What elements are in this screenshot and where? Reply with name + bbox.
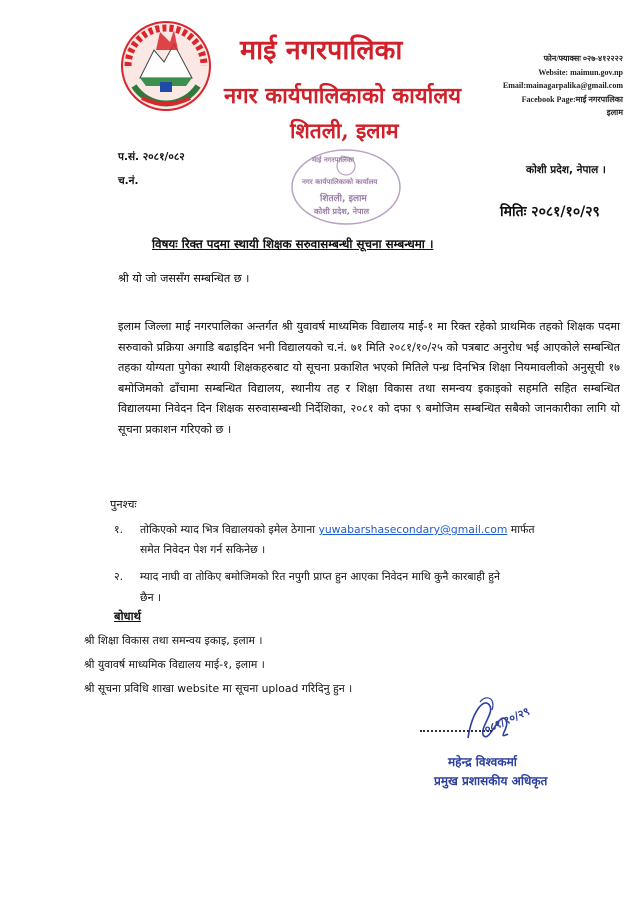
postscript-label: पुनश्चः [110, 498, 137, 511]
email-text: Email:mainagarpalika@gmail.com [502, 81, 623, 91]
stamp-line-3: शितली, इलाम [320, 194, 367, 204]
stamp-line-4: कोशी प्रदेश, नेपाल [314, 207, 370, 216]
municipality-title: माई नगरपालिका [240, 35, 403, 66]
dispatch-number: च.नं. [118, 175, 139, 187]
office-title: नगर कार्यपालिकाको कार्यालय [224, 83, 461, 109]
reference-number: प.सं. २०८१/०८२ [118, 151, 185, 163]
nepal-emblem-logo [120, 20, 212, 112]
cc-label: बोधार्थ [114, 609, 141, 623]
signatory-title: प्रमुख प्रशासकीय अधिकृत [434, 774, 548, 788]
postscript-item-1: १. तोकिएको म्याद भित्र विद्यालयको इमेल ठेगाना yuwabarshasecondary@gmail.com मार्फत [114, 523, 535, 536]
signatory-name: महेन्द्र विश्वकर्मा [448, 755, 517, 769]
location-title: शितली, इलाम [290, 118, 399, 143]
salutation: श्री यो जो जससँग सम्बन्धित छ । [118, 272, 250, 285]
cc-item: श्री शिक्षा विकास तथा समन्वय इकाइ, इलाम । [84, 634, 263, 647]
contact-block [433, 52, 623, 120]
cc-item: श्री युवावर्ष माध्यमिक विद्यालय माई-१, इलाम । [84, 658, 265, 671]
facebook-cont-text: इलाम [606, 108, 623, 118]
item-number: २. [114, 570, 124, 583]
office-stamp [290, 148, 402, 226]
postscript-item-1-cont: समेत निवेदन पेश गर्न सकिनेछ । [140, 543, 266, 556]
stamp-line-2: नगर कार्यपालिकाको कार्यालय [302, 178, 378, 186]
letter-date: मितिः २०८१/१०/२९ [500, 204, 600, 220]
postscript-item-2: २. म्याद नाघी वा तोकिए बमोजिमको रित नपुगी प्राप्त हुन आएका निवेदन माथि कुनै कारबाही हुने [114, 570, 500, 583]
signature-dotted-line [420, 730, 492, 732]
school-email-link[interactable]: yuwabarshasecondary@gmail.com [318, 523, 508, 536]
province-text: कोशी प्रदेश, नेपाल । [526, 164, 606, 176]
body-paragraph: इलाम जिल्ला माई नगरपालिका अन्तर्गत श्री युवावर्ष माध्यमिक विद्यालय माई-१ मा रिक्त रहेको प्राथमिक तहको शिक्षक पदमा सरुवाको प्रक्रिया अगाडि बढाइदिन भनी विद्यालयको च.नं. ७१ मिति २०८१/१०/२५ को पत्रबाट अनुरोध भई आएकोले सम्बन्धित तहका योग्यता पुगेका स्थायी शिक्षकहरुबाट यो सूचना प्रकाशित भएको मितिले पन्ध्र दिनभित्र शिक्षा नियमावलीको अनुसूची १७ बमोजिमको ढाँचामा सम्बन्धित विद्यालय, स्थानीय तह र शिक्षा विकास तथा समन्वय इकाइको सहमति सहित सम्बन्धित विद्यालयमा निवेदन दिन शिक्षक सरुवासम्बन्धी निर्देशिका, २०८१ को दफा ९ बमोजिम सम्बन्धित सबैको जानकारीका लागि यो सूचना प्रकाशन गरिएको छ । [118, 320, 620, 436]
website-text: Website: maimun.gov.np [538, 67, 623, 77]
subject-line: विषयः रिक्त पदमा स्थायी शिक्षक सरुवासम्बन्धी सूचना सम्बन्धमा । [152, 237, 434, 251]
postscript-item-2-cont: छैन । [140, 591, 162, 604]
signature-date: ०८१/१०/२९ [482, 704, 532, 737]
phone-text: फोन/फ्याक्सः ०२७-४१२२२२ [543, 54, 623, 63]
stamp-line-1: माई नगरपालिका [312, 156, 355, 164]
facebook-text: Facebook Page:माई नगरपालिका [521, 94, 623, 104]
item-number: १. [114, 523, 124, 536]
cc-item: श्री सूचना प्रविधि शाखा website मा सूचना upload गरिदिनु हुन । [84, 682, 353, 695]
